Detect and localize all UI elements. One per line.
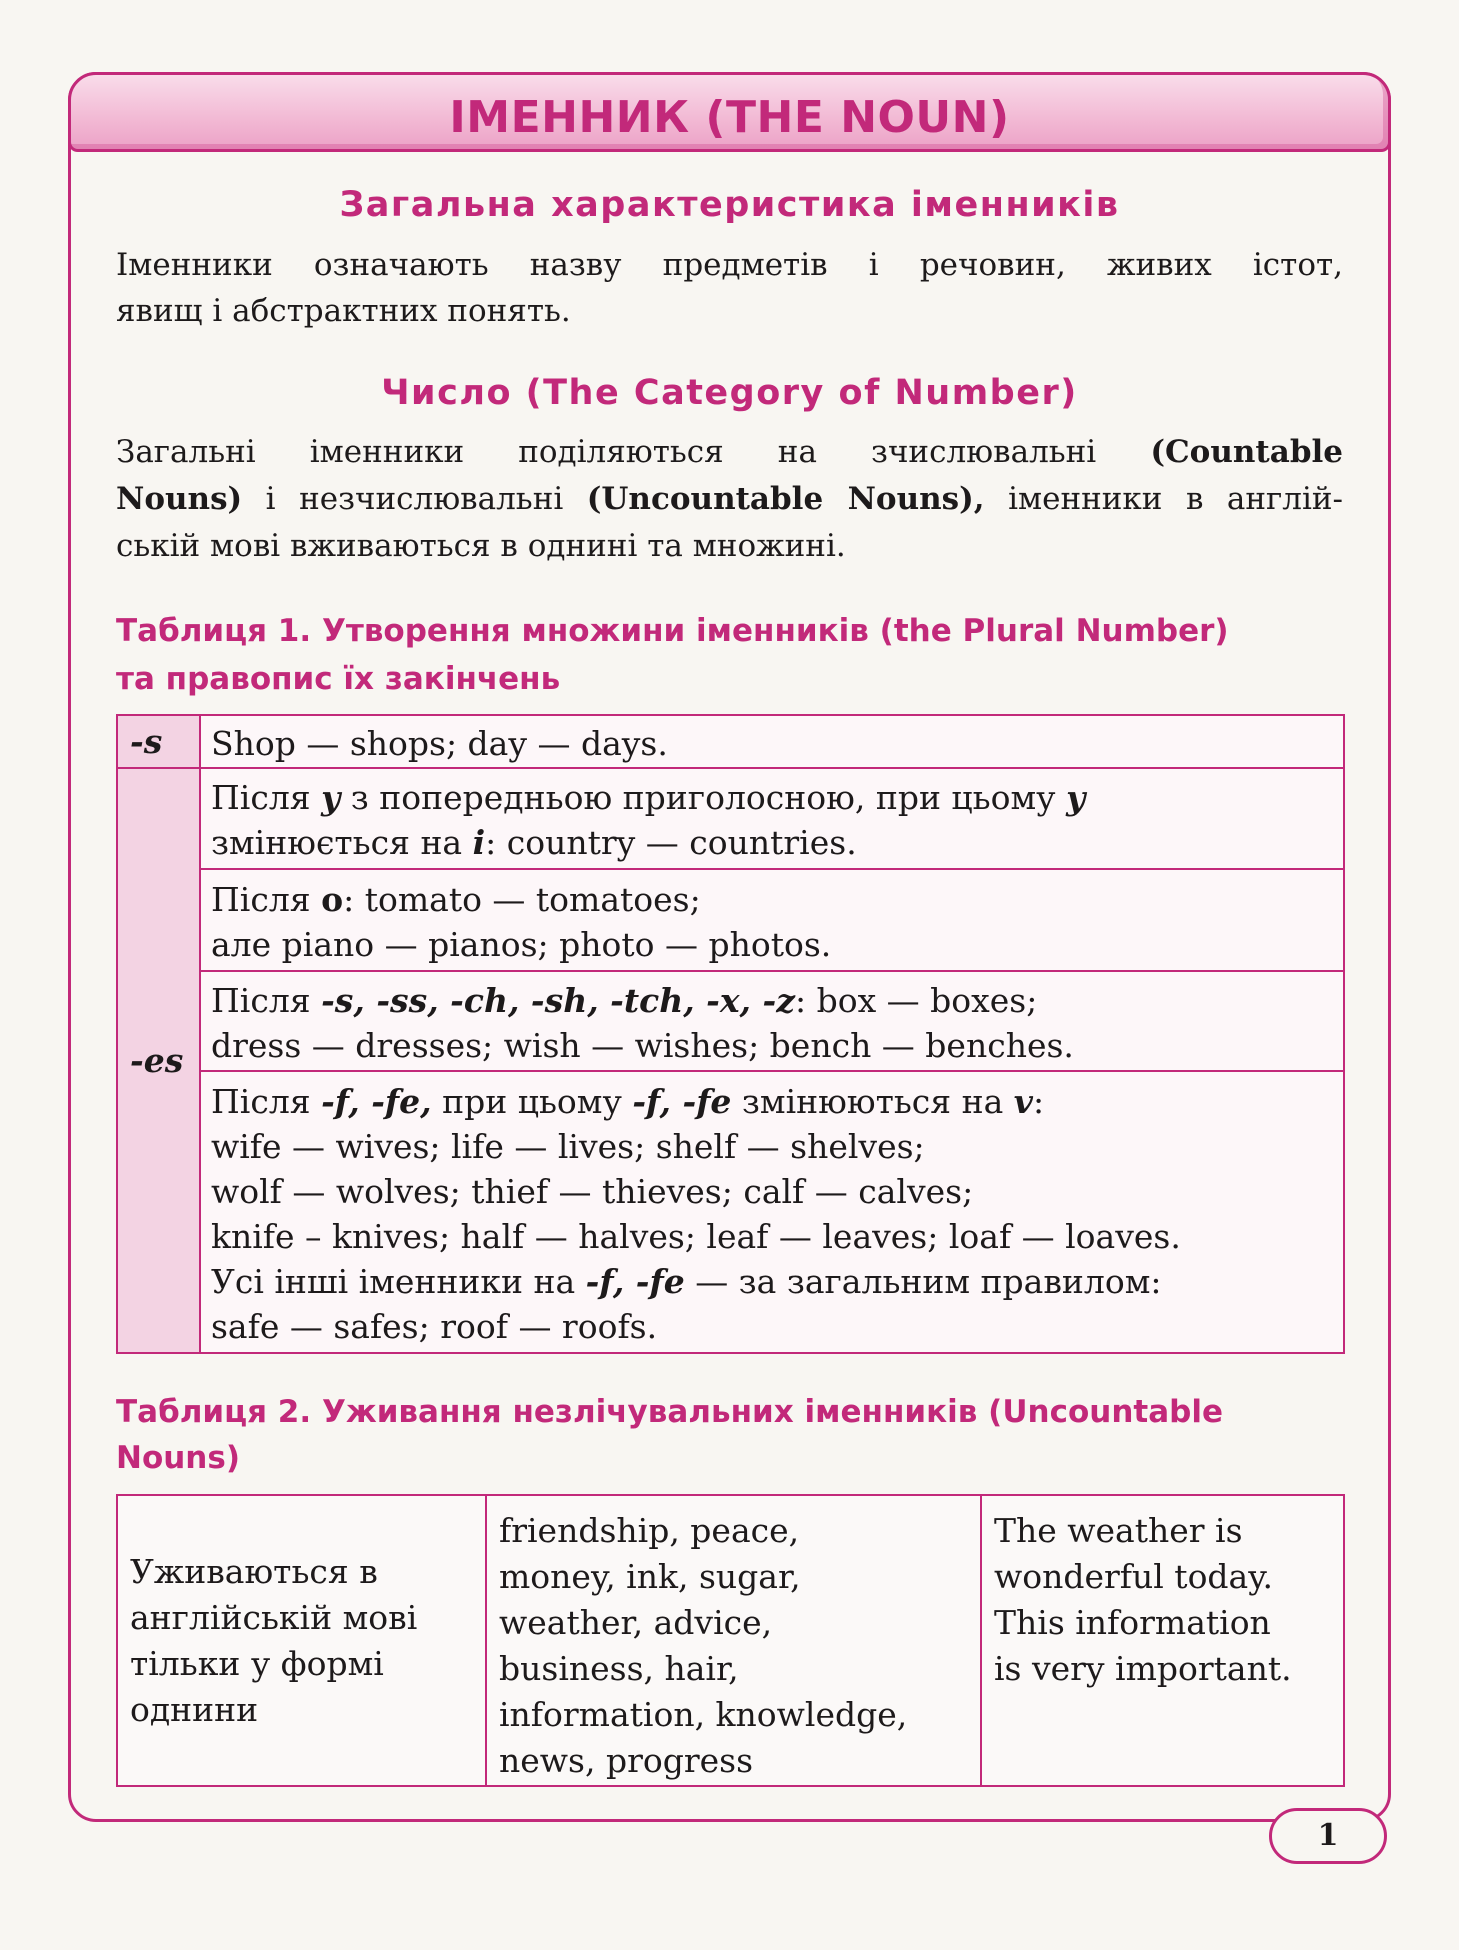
cell-line: friendship, peace, bbox=[499, 1511, 800, 1550]
title-banner bbox=[68, 72, 1391, 152]
cell-line: information, knowledge, bbox=[499, 1695, 908, 1734]
text-segment: Після bbox=[211, 1081, 322, 1121]
ending-label: -es bbox=[130, 1041, 184, 1080]
term-nouns: Nouns) bbox=[116, 481, 243, 517]
ending-cell-s bbox=[117, 715, 200, 768]
letter-highlight: y bbox=[1066, 778, 1086, 817]
caption-line: Таблиця 1. Утворення множини іменників (the Plural Number) bbox=[116, 613, 1229, 649]
cell-line: is very important. bbox=[994, 1649, 1292, 1688]
cell-line: wonderful today. bbox=[994, 1557, 1273, 1596]
text-segment: змінюється на bbox=[211, 823, 473, 862]
letter-highlight: v bbox=[1013, 1081, 1033, 1121]
rule-line: wolf — wolves; thief — thieves; calf — calves; bbox=[211, 1171, 974, 1211]
cell-line: weather, advice, bbox=[499, 1603, 773, 1642]
table-row bbox=[117, 715, 1344, 768]
cell-line: англійській мові bbox=[130, 1597, 418, 1637]
rule-cell bbox=[200, 869, 1344, 971]
text-segment: : box — boxes; bbox=[794, 980, 1038, 1020]
text-segment: : bbox=[1032, 1081, 1045, 1121]
ending-label: -s bbox=[130, 722, 163, 761]
table-row bbox=[117, 869, 1344, 971]
nouns-cell bbox=[486, 1495, 981, 1786]
paragraph-line bbox=[116, 429, 1343, 476]
cell-line: тільки у формі bbox=[130, 1643, 384, 1683]
rule-line: knife – knives; half — halves; leaf — leaves; loaf — loaves. bbox=[211, 1216, 1181, 1256]
ending-highlight: -f, -fe bbox=[632, 1081, 732, 1121]
table-row bbox=[117, 971, 1344, 1071]
table2-caption bbox=[116, 1389, 1343, 1481]
cell-line: The weather is bbox=[994, 1511, 1243, 1550]
term-uncountable: (Uncountable Nouns), bbox=[586, 481, 985, 517]
rule-line: safe — safes; roof — roofs. bbox=[211, 1306, 658, 1346]
plural-formation-table bbox=[116, 714, 1345, 1354]
cell-line: однини bbox=[130, 1689, 259, 1729]
text-segment: : tomato — tomatoes; bbox=[343, 879, 701, 919]
cell-line: business, hair, bbox=[499, 1649, 739, 1688]
table1-caption bbox=[116, 607, 1343, 703]
rule-line: wife — wives; life — lives; shelf — shelves; bbox=[211, 1126, 925, 1166]
text-segment: Після bbox=[211, 980, 322, 1020]
letter-highlight: i bbox=[472, 823, 486, 862]
ending-highlight: -s, -ss, -ch, -sh, -tch, -x, -z bbox=[321, 980, 795, 1020]
page-title: ІМЕННИК (THE NOUN) bbox=[449, 92, 1010, 143]
rule-line bbox=[211, 820, 1333, 865]
paragraph-line: ській мові вживаються в однині та множині. bbox=[116, 528, 846, 564]
cell-line: money, ink, sugar, bbox=[499, 1557, 801, 1596]
cell-line: Уживаються в bbox=[130, 1551, 378, 1591]
text-segment: і незчислювальні bbox=[242, 481, 587, 517]
paragraph-line bbox=[116, 476, 1343, 523]
usage-cell bbox=[117, 1495, 486, 1786]
letter-highlight: y bbox=[321, 778, 341, 817]
cell-line: This information bbox=[994, 1603, 1271, 1642]
paragraph-line: явищ і абстрактних понять. bbox=[116, 293, 571, 329]
text-segment: : country — countries. bbox=[485, 823, 857, 862]
table-row bbox=[117, 1071, 1344, 1353]
text-segment: Після bbox=[211, 879, 322, 919]
ending-highlight: -f, -fe, bbox=[321, 1081, 432, 1121]
text-segment: з попередньою приголосною, при цьому bbox=[340, 778, 1067, 817]
ending-cell-es bbox=[117, 768, 200, 1353]
page-number: 1 bbox=[1269, 1808, 1387, 1864]
text-segment: Загальні іменники поділяються на зчислювальні bbox=[116, 434, 1151, 470]
rule-line bbox=[211, 877, 1333, 922]
text-segment: змінюються на bbox=[731, 1081, 1014, 1121]
cell-line: news, progress bbox=[499, 1741, 754, 1780]
caption-line: та правопис їх закінчень bbox=[116, 661, 561, 697]
uncountable-nouns-table bbox=[116, 1494, 1345, 1787]
text-segment: — за загальним правилом: bbox=[684, 1261, 1162, 1301]
rule-line: Shop — shops; day — days. bbox=[211, 723, 668, 763]
number-paragraph bbox=[116, 429, 1343, 570]
paragraph-line: Іменники означають назву предметів і речовин, живих істот, bbox=[116, 247, 1343, 283]
text-segment: Після bbox=[211, 778, 322, 817]
table-row bbox=[117, 768, 1344, 869]
table-row bbox=[117, 1495, 1344, 1786]
rule-line bbox=[211, 775, 1333, 820]
section-heading-number: Число (The Category of Number) bbox=[381, 373, 1078, 413]
text-segment: іменники в англій- bbox=[984, 481, 1343, 517]
ending-highlight: -f, -fe bbox=[585, 1261, 685, 1301]
rule-cell bbox=[200, 1071, 1344, 1353]
text-segment: при цьому bbox=[431, 1081, 633, 1121]
rule-line bbox=[211, 1079, 1333, 1124]
rule-cell bbox=[200, 715, 1344, 768]
caption-line: Nouns) bbox=[116, 1440, 240, 1476]
rule-cell bbox=[200, 971, 1344, 1071]
caption-line: Таблиця 2. Уживання незлічувальних іменників (Uncountable bbox=[116, 1394, 1223, 1430]
section-heading-general: Загальна характеристика іменників bbox=[339, 185, 1120, 225]
examples-cell bbox=[981, 1495, 1344, 1786]
rule-line: але piano — pianos; photo — photos. bbox=[211, 924, 832, 964]
letter-highlight: o bbox=[321, 879, 344, 919]
rule-line bbox=[211, 1259, 1333, 1304]
rule-line: dress — dresses; wish — wishes; bench — benches. bbox=[211, 1025, 1074, 1065]
text-segment: Усі інші іменники на bbox=[211, 1261, 586, 1301]
term-countable: (Countable bbox=[1150, 434, 1343, 470]
rule-line bbox=[211, 978, 1333, 1023]
definition-paragraph bbox=[116, 242, 1343, 334]
rule-cell bbox=[200, 768, 1344, 869]
